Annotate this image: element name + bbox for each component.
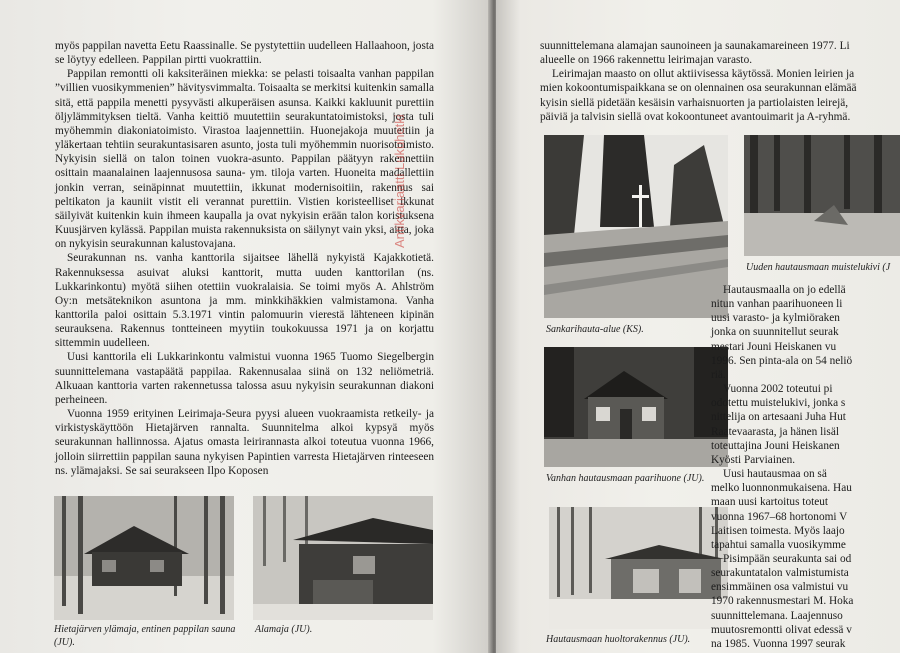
line: toteuttajina Jouni Heiskanen (711, 439, 840, 452)
line: päiviä ja talvisin siellä ovat kokoontuneet avantouimarit ja A-ryhmä. (540, 110, 851, 123)
line: mien kokoontumispaikkana se on olennainen osa seurakunnan elämää (540, 82, 857, 95)
line: uusi varasto- ja kylmiöraken (711, 312, 840, 325)
line: Laitisen toimesta. Myös laajo (711, 524, 845, 537)
caption-sankarihauta: Sankarihauta-alue (KS). (546, 324, 644, 335)
right-page-column-text (711, 283, 900, 651)
caption-alamaja: Alamaja (JU). (255, 624, 313, 635)
line: na 1985. Vuonna 1997 seurak (711, 637, 846, 650)
line: vuonna 1967–68 hortonomi V (711, 510, 848, 523)
line: nitun vanhan paarihuoneen li (711, 298, 843, 311)
line: tapahtui samalla vuosikymme (711, 538, 846, 551)
line: muutosremontti olivat edessä v (711, 623, 852, 636)
line: seurakuntatalon valmistumista (711, 567, 849, 580)
paragraph: Uusi kanttorila eli Lukkarinkontu valmistui vuonna 1965 Tuomo Siegelbergin suunnittelemana vastapäätä pappilaa. Rakennusalaa siinä on 132 neliömetriä. Alkuaan kanttoria varten rakennetussa talossa asuu nykyisin seurakunnan diakoni perheineen. (55, 351, 434, 406)
right-page-top-text (540, 39, 900, 124)
paragraph: myös pappilan navetta Eetu Raassinalle. Se pystytettiin uudelleen Hallaahoon, josta se löytyy edelleen. Pappilan pirtti vuokrattiin. (55, 40, 434, 67)
line: suunnittelemana alamajan saunoineen ja saunakamareineen 1977. Li (540, 40, 850, 52)
watermark: Antikvariaatti Lukuhetki (392, 114, 407, 248)
line: Uusi hautausmaa on sä (723, 468, 827, 481)
line: alueelle on 1966 rakennettu leirimajan varasto. (540, 54, 753, 67)
line: Vuonna 2002 toteutui pi (723, 383, 833, 396)
photo-sankarihauta (544, 135, 728, 318)
line: 1970 rakennusmestari M. Hoka (711, 595, 854, 608)
line: kyisin siellä pidetään kesäisin varhaisnuorten ja partiolaisten leirejä, (540, 96, 849, 109)
photo-alamaja (253, 496, 433, 620)
paragraph: Seurakunnan ns. vanha kanttorila sijaitsee lähellä nykyistä Kajakkotietä. Rakennuksessa asuivat aluksi kanttorit, mutta uuden kanttorilan (ns. Lukkarinkontu) myötä siihen otettiin vuokralaisia. Se toimi myös A. Ahlström Oy:n metsäteknikon asuntona ja mm. minkkihäkkien valmistamona. Vanha kanttorila paloi osittain 5.3.1971 vintin palomuurin vierestä lähteneen kipinän seurauksena. Rakennus tontteineen myytiin toukokuussa 1971 ja on korjattu sittemmin uudelleen. (55, 252, 434, 350)
caption-ylamaja: Hietajärven ylämaja, entinen pappilan sauna (JU). (54, 624, 236, 648)
line: Kyösti Parviainen. (711, 453, 796, 466)
left-page-text (55, 39, 434, 478)
caption-muistelukivi: Uuden hautausmaan muistelukivi (J (746, 262, 891, 273)
line: Raatevaarasta, ja hänen lisäl (711, 425, 839, 438)
photo-huoltorakennus (549, 507, 728, 629)
photo-ylamaja (54, 496, 234, 620)
line: odotettu muistelukivi, jonka s (711, 397, 846, 410)
photo-paarihuone (544, 347, 728, 467)
line: Pisimpään seurakunta sai od (723, 552, 852, 565)
line: melko luonnonmukaisena. Hau (711, 482, 852, 495)
line: nittelija on artesaani Juha Hut (711, 411, 846, 424)
caption-huoltorakennus: Hautausmaan huoltorakennus (JU). (546, 634, 691, 645)
line: Hautausmaalla on jo edellä (723, 284, 846, 296)
line: suunnittelemana. Laajennuso (711, 609, 843, 622)
line: riä. (711, 368, 726, 381)
right-page (496, 0, 900, 653)
line: mestari Jouni Heiskanen vu (711, 340, 837, 353)
photo-muistelukivi (744, 135, 900, 256)
line: maan uusi kartoitus toteut (711, 496, 829, 509)
paragraph: Vuonna 1959 erityinen Leirimaja-Seura pyysi alueen vuokraamista retkeily- ja virkistyskäyttöön Hietajärven rannalta. Suunnitelma alkoi kypsyä myös seurakunnan hallinnossa. Ajatus omasta leirirannasta alkoi toteutua vuonna 1966, jolloin siirrettiin pappilan sauna nykyisen Papintien varresta Hietajärven rinteeseen ns. ylämajaksi. Se sai seurakseen Ilpo Koposen (55, 408, 434, 477)
line: Leirimajan maasto on ollut aktiivisessa käytössä. Monien leirien ja (552, 68, 855, 81)
line: ensimmäinen osa valmistui vu (711, 581, 849, 594)
caption-paarihuone: Vanhan hautausmaan paarihuone (JU). (546, 473, 705, 484)
line: jonka on suunnitellut seurak (711, 326, 839, 339)
paragraph: Pappilan remontti oli kaksiteräinen miekka: se pelasti toisaalta vanhan pappilan ”villien vuosikymmenien” hävitysvimmalta. Toisaalta se merkitsi kuitenkin samalla sitä, että pappila menetti pysyvästi alkuperäisen asunsa. Kaikki kakluunit purettiin öljylämmityksen tieltä. Vanha keittiö muutettiin seurakuntatoimistoksi, josta tuli myöhemmin diakoniatoimisto. Virastoa laajennettiin. Huonejakoja muutettiin ja yläkertaan tehtiin seurakuntasisaren asunto, josta tuli myöhemmin nuorisotoimisto. Nykyisin siellä on talon toinen vuokra-asunto. Pappilan päätyyn rakennettiin osittain maanalainen laajennusosa sauna- ym. tiloja varten. Huoneita madallettiin jonkin verran, seinäpinnat muutettiin, ikkunat modernisoitiin, rakennus sai peltikaton ja kauniit vistit eli verannat purettiin. Vistien koristeelliset ikkunat säilyivät kuitenkin kuin ihmeen kaupalla ja ovat nykyisin erään talon koristuksena Kuusjärven kylässä. Pappilan muista rakennuksista on säilynyt vain yksi, aitta, joka on nykyisin seurakunnan kalustovajana. (55, 68, 434, 251)
line: 1996. Sen pinta-ala on 54 neliö (711, 354, 853, 367)
